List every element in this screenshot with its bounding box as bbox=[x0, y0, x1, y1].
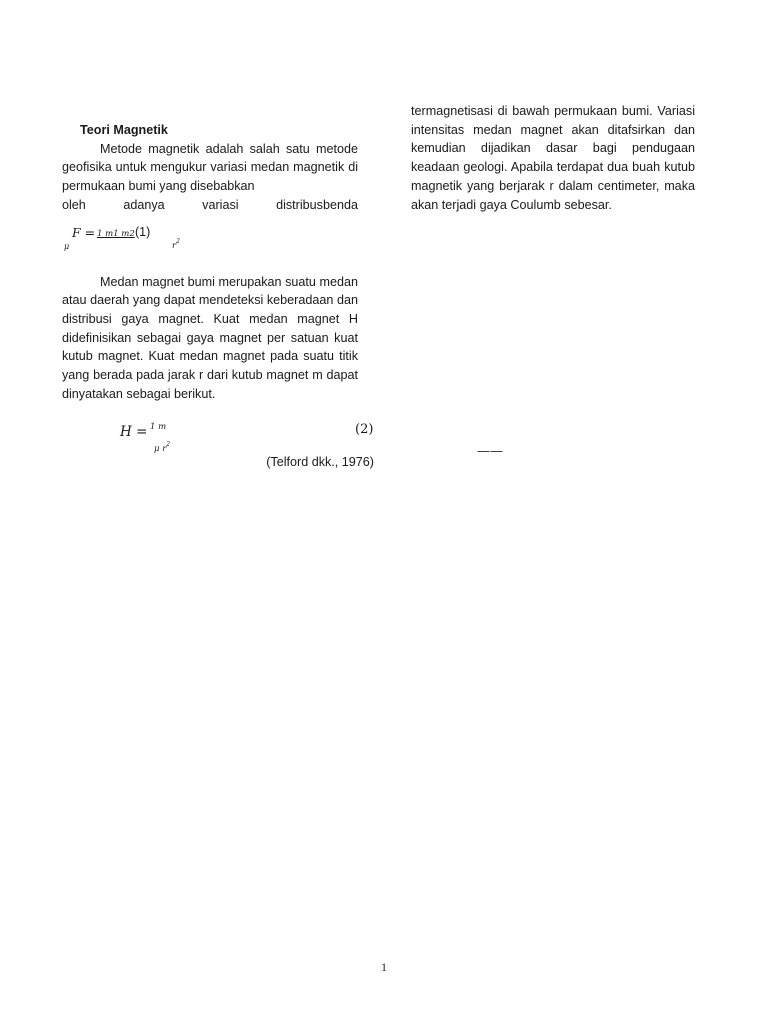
eq1-denominator-base: r bbox=[172, 240, 177, 251]
eq1-denominator-exponent: 2 bbox=[176, 237, 180, 245]
eq1-denominator bbox=[172, 233, 180, 256]
eq1-number: (1) bbox=[135, 224, 151, 239]
paragraph-intro-last-line: oleh adanya variasi distribusbenda bbox=[62, 197, 358, 212]
paragraph-intro bbox=[62, 140, 358, 215]
equation-1 bbox=[62, 223, 358, 253]
eq2-numerator: 1 m bbox=[150, 422, 167, 433]
paragraph-intro-body: Metode magnetik adalah salah satu metode geofisika untuk mengukur variasi medan magnetik di permukaan bumi yang disebabkan bbox=[62, 141, 358, 194]
eq2-number: (2) bbox=[355, 422, 374, 438]
eq2-denominator-exponent: 2 bbox=[166, 441, 171, 449]
left-column bbox=[62, 121, 374, 472]
equation-2 bbox=[62, 421, 374, 455]
eq2-lhs: H = bbox=[120, 424, 148, 441]
section-heading: Teori Magnetik bbox=[80, 123, 168, 137]
page-number: 1 bbox=[381, 960, 387, 974]
eq1-numerator: 1 m1 m2 bbox=[97, 228, 135, 239]
stray-dash-mark: —— bbox=[477, 444, 503, 459]
paragraph-field: Medan magnet bumi merupakan suatu medan atau daerah yang dapat mendeteksi keberadaan dan distribusi gaya magnet. Kuat medan magnet H didefinisikan sebagai gaya magnet per satuan kuat kutub magnet. Kuat medan magnet pada suatu titik yang berada pada jarak r dari kutub magnet m dapat dinyatakan sebagai berikut. bbox=[62, 274, 358, 401]
citation: (Telford dkk., 1976) bbox=[266, 455, 374, 470]
eq2-denominator-base: μ r bbox=[154, 444, 167, 455]
paragraph-coulomb: termagnetisasi di bawah permukaan bumi. Variasi intensitas medan magnet akan ditafsirkan dan kemudian dijadikan dasar bagi pendugaan keadaan geologi. Apabila terdapat dua buah kutub magnetik yang berjarak r dalam centimeter, maka akan terjadi gaya Coulumb sebesar. bbox=[411, 104, 695, 212]
right-column bbox=[411, 102, 695, 214]
eq1-lhs: F = bbox=[72, 224, 96, 240]
eq1-mu-symbol: μ bbox=[64, 241, 70, 251]
